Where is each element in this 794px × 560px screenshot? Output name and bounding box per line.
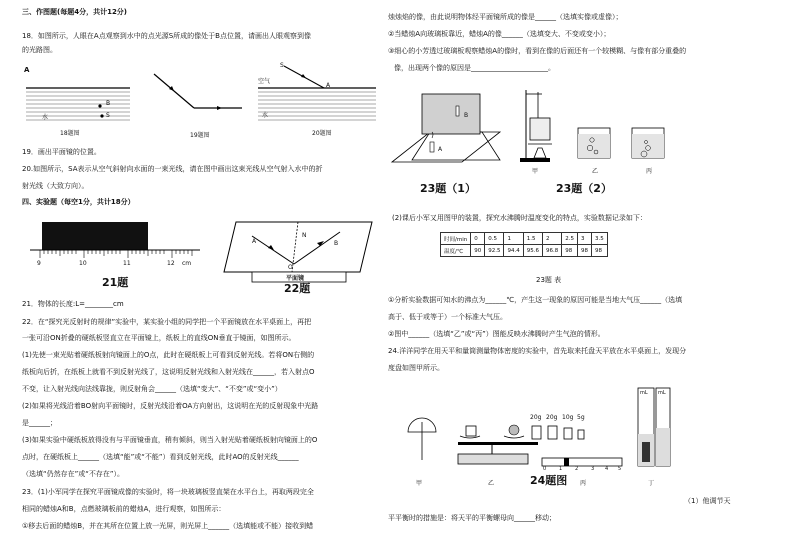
fig18-label-b: B [106,100,111,107]
fig18-label-a: A [24,66,30,74]
fig21-tick-10: 10 [79,260,87,267]
left-column [22,0,384,560]
figure-18 [22,62,134,137]
fig18-label-s: S [106,112,110,119]
fig24-label-yi: 乙 [488,480,495,487]
fig24-scale-1: 1 [559,466,563,472]
r-cont-line1: 烛烛焰的像，由此说明物体经平面镜所成的像是______（选填实像或虚像）； [388,13,623,21]
fig24-balance-apparatus [402,384,674,474]
table-cell: 温度/℃ [441,245,471,257]
q21-text: 21．物体的长度:L=________cm [22,300,124,308]
fig20-label-air: 空气 [258,78,271,85]
figure-24 [402,384,674,492]
fig24-label-jia: 甲 [416,480,423,487]
fig24-ml-label-b: mL [658,390,666,396]
fig23-label-bing: 丙 [646,168,653,175]
fig21-tick-9: 9 [37,260,41,267]
q18-line2: 的光路图。 [22,46,57,54]
q22-line10: （选填“仍然存在”或“不存在”）。 [22,470,125,478]
table-cell: 90 [471,245,485,257]
fig24-ml-label-a: mL [640,390,648,396]
q20-line2: 射光线（大致方向）。 [22,182,89,190]
table-cell: 94.4 [504,245,523,257]
fig23-label-yi: 乙 [592,168,599,175]
fig24-scale-4: 4 [605,466,609,472]
q22-line3: (1)先使一束光贴着硬纸板射向镜面上的O点，此时在硬纸板上可看到反射光线。若将ON右侧的 [22,351,315,359]
figure-23-2 [516,88,706,196]
table-cell: 0 [471,233,485,245]
fig24-caption: 24题图 [530,474,568,487]
fig24-weight-20g-b: 20g [546,414,558,421]
fig21-tick-11: 11 [123,260,131,267]
q19-text: 19．画出平面镜的位置。 [22,148,101,156]
table-cell: 98 [591,245,607,257]
fig19-ray-diagram [142,66,252,138]
fig21-tick-12: 12 [167,260,175,267]
figure-20 [254,62,379,136]
q23-line2: 相同的蜡烛A和B，点燃玻璃板前的蜡烛A，进行观察，如图所示： [22,505,226,513]
table-cell: 时间/min [441,233,471,245]
fig23-label-jia: 甲 [532,168,539,175]
table-cell: 96.8 [542,245,561,257]
q22-line1: 22．在“探究光反射时的规律”实验中，某实验小组的同学把一个平面镜放在水平桌面上，再把 [22,318,312,326]
right-column [388,0,778,560]
table-cell: 2.5 [562,233,578,245]
q23-more-line2: 高于、低于或等于）一个标准大气压。 [388,313,507,321]
fig23-caption-1: 23题（1） [420,182,476,195]
fig22-caption: 22题 [284,282,311,295]
fig22-label-n: N [302,232,307,239]
fig24-weight-10g: 10g [562,414,574,421]
fig23-caption-2: 23题（2） [556,182,612,195]
fig24-label-ding: 丁 [648,480,655,487]
q22-line9: 点时，在硬纸板上______（选填“能”或“不能”）看到反射光线，此时AO的反射光线______ [22,453,299,461]
table-caption: 23题 表 [536,276,562,284]
fig23-label-b: B [464,112,469,119]
fig20-label-a: A [326,82,331,89]
q22-line5: 不变，让入射光线向法线靠拢，则反射角会______（选填“变大”、“不变”或“变小”） [22,385,282,393]
q22-line8: (3)如果实验中硬纸板放得没有与平面镜垂直，稍有倾斜，则当入射光贴着硬纸板射向镜面上的O [22,436,318,444]
fig22-label-o: O [288,264,293,271]
table-cell: 92.5 [485,245,504,257]
q23-part2-text: (2)课后小军又用图甲的装置，探究水沸腾时温度变化的特点，实验数据记录如下： [392,214,647,222]
q23-line3: ①移去后面的蜡烛B，并在其所在位置上放一光屏，则光屏上______（选填能或不能）接收到蜡 [22,522,314,530]
fig20-label-s: S [280,62,284,69]
table-cell: 0.5 [485,233,504,245]
table-cell: 98 [562,245,578,257]
fig24-scale-0: 0 [543,466,547,472]
r-cont-line2: ②当蜡烛A向玻璃板靠近，蜡烛A的像______（选填变大、不变或变小）； [388,30,611,38]
section3-title: 三、作图题(每题4分，共计12分) [22,8,128,16]
r-cont-line3: ③细心的小芳透过玻璃板观察蜡烛A的像时，看到在像的后面还有一个较模糊、与像有部分重叠的 [388,47,687,55]
q24-tail-line1: （1）他调节天 [684,497,731,505]
fig20-label-water: 水 [262,112,269,119]
q24-line2: 度盘如图甲所示。 [388,364,444,372]
q22-line6: (2)如果将光线沿着BO射向平面镜时，反射光线沿着OA方向射出，这说明在光的反射现象中光路 [22,402,319,410]
q18-line1: 18．如图所示，人眼在A点观察到水中的点光源S所成的像处于B点位置，请画出人眼观察到像 [22,32,311,40]
fig23-1-mirror-setup [390,88,510,172]
fig20-caption: 20题图 [312,130,332,137]
q23-more-line1: ①分析实验数据可知水的沸点为______℃，产生这一现象的原因可能是当地大气压______（选填 [388,296,683,304]
fig19-caption: 19题图 [190,132,210,139]
figure-19 [142,66,252,138]
section4-title: 四、实验题（每空1分，共计18分） [22,198,135,206]
boiling-data-table [440,232,608,257]
q24-line1: 24.洋洋同学在用天平和量筒测量物体密度的实验中，首先取来托盘天平放在水平桌面上，发现分 [388,347,687,355]
table-cell: 95.6 [523,245,542,257]
q24-tail-line2: 平平衡时的措施是：将天平的平衡螺母向______移动； [388,514,556,522]
figure-22 [222,216,382,295]
fig24-weight-20g-a: 20g [530,414,542,421]
fig20-refraction-diagram [254,62,379,136]
r-cont-line4: 像，出现两个像的原因是______________________。 [394,64,555,72]
figure-21 [30,218,200,292]
fig18-caption: 18题图 [60,130,80,137]
table-cell: 3 [577,233,591,245]
table-cell: 1.5 [523,233,542,245]
q22-line4: 纸板向后折，在纸板上就看不到反射光线了，这说明反射光线和入射光线在______，若入射点O [22,368,315,376]
table-cell: 2 [542,233,561,245]
fig21-unit: cm [182,260,192,267]
q23-line1: 23．(1)小军同学在探究平面镜成像的实验时，将一块玻璃板竖直架在水平台上，再取两段完全 [22,488,314,496]
fig22-board-label: 平面镜 [286,275,305,282]
fig24-label-bing: 丙 [580,480,587,487]
figure-23-1 [390,88,510,196]
q20-line1: 20.如图所示，SA表示从空气斜射向水面的一束光线，请在图中画出这束光线从空气射入水中的折 [22,165,323,173]
fig22-label-b: B [334,240,339,247]
fig18-label-water: 水 [42,114,49,121]
table-cell: 98 [577,245,591,257]
fig23-2-boiling-apparatus [516,88,706,168]
fig24-weight-5g: 5g [577,414,585,421]
table-cell: 1 [504,233,523,245]
fig23-label-a: A [438,146,443,153]
q22-line2: 一张可沿ON折叠的硬纸板竖直立在平面镜上，纸板上的直线ON垂直于镜面，如图所示。 [22,334,296,342]
q22-line7: 是______； [22,419,57,427]
table-cell: 3.5 [591,233,607,245]
fig18-water-diagram [22,62,134,134]
fig24-scale-2: 2 [575,466,579,472]
fig22-label-a: A [252,238,257,245]
table-row [441,233,608,245]
table-row [441,245,608,257]
q23-more-line3: ②图中______（选填“乙”或“丙”）图能反映水沸腾时产生气泡的情形。 [388,330,605,338]
fig24-scale-5: 5 [618,466,622,472]
fig24-scale-3: 3 [591,466,595,472]
fig21-caption: 21题 [102,276,129,289]
